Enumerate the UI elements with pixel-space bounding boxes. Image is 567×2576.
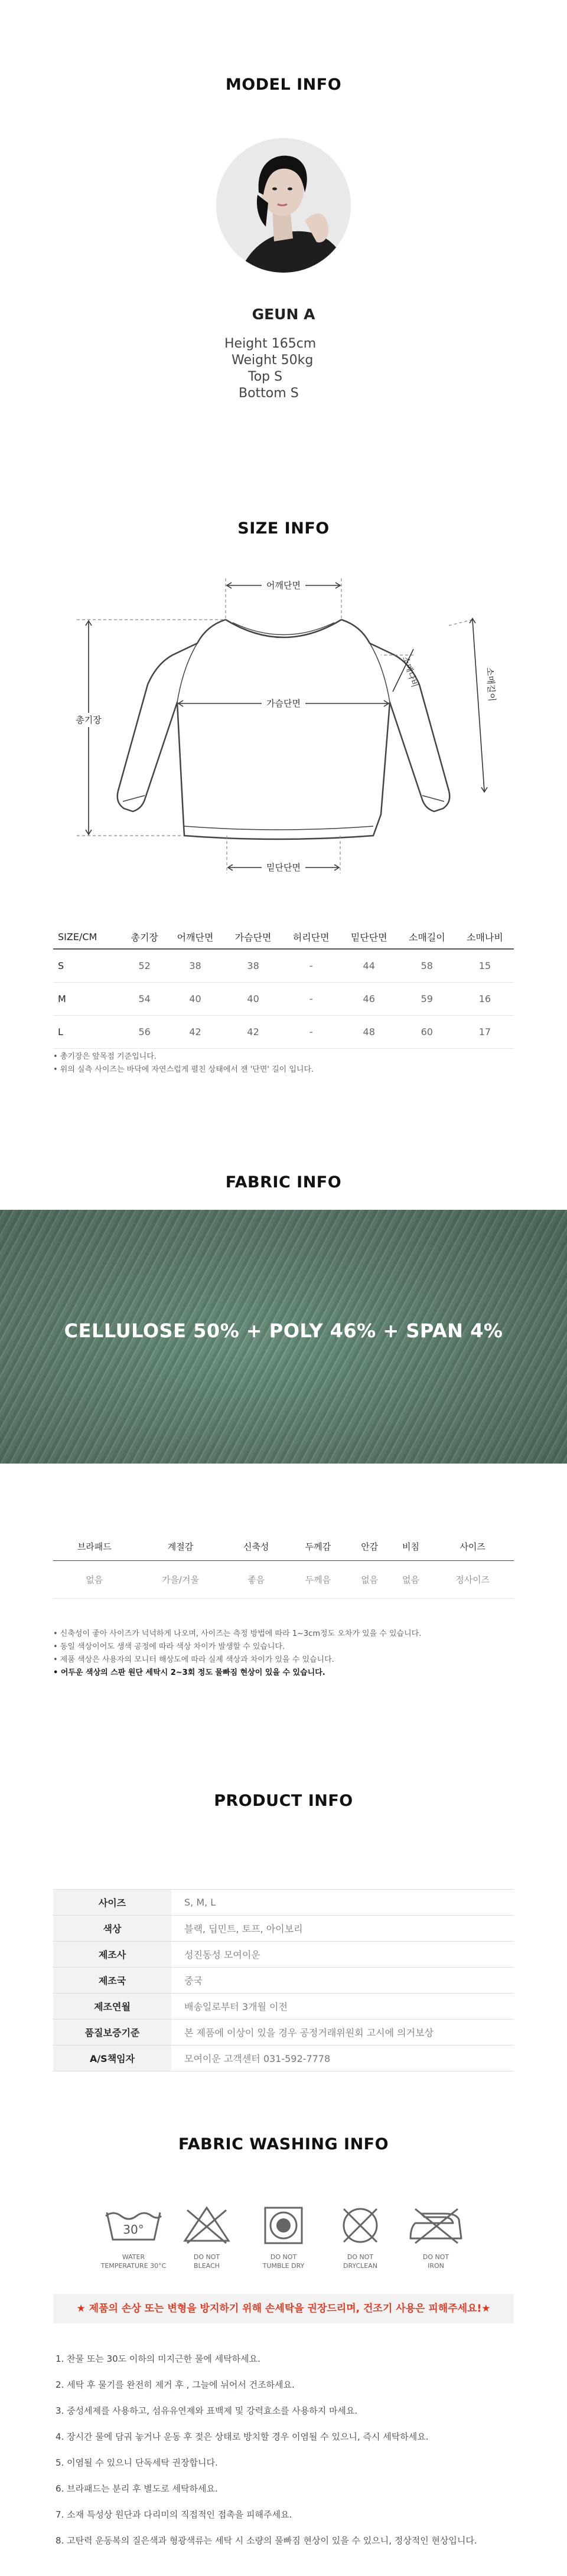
size-notes: [53, 1050, 514, 1076]
size-cell: 38: [189, 960, 201, 971]
wash-30-icon: [101, 2204, 166, 2246]
size-cell: L: [58, 1026, 63, 1037]
wash-label: [248, 2253, 319, 2270]
washing-info-title: FABRIC WASHING INFO: [178, 2135, 389, 2153]
no-dryclean-item: [325, 2204, 396, 2270]
product-row: [53, 1890, 514, 1916]
size-table-header-cell: 총기장: [123, 925, 167, 949]
product-row: [53, 1968, 514, 1994]
wash-label-line: DO NOT: [422, 2253, 449, 2261]
size-table-row: [53, 1015, 514, 1048]
size-cell: 58: [421, 960, 433, 971]
size-table-header: [53, 925, 514, 949]
product-label: 색상: [53, 1916, 171, 1942]
size-cell: 44: [363, 960, 375, 971]
fabric-note: • 신축성이 좋아 사이즈가 넉넉하게 나오며, 사이즈는 측정 방법에 따라 1~3cm정도 오차가 있을 수 있습니다.: [53, 1629, 422, 1638]
product-info-table: [53, 1889, 514, 2071]
size-table-header-cell: SIZE/CM: [53, 925, 123, 949]
product-value: 성진동성 모여이운: [184, 1949, 260, 1960]
washing-instruction: 3. 중성세제를 사용하고, 섬유유연제와 표백제 및 강력효소를 사용하지 마세요.: [56, 2405, 358, 2416]
fabric-note-warning: • 어두운 색상의 스판 원단 세탁시 2~3회 정도 물빠짐 현상이 있을 수 있습니다.: [53, 1668, 325, 1677]
size-cell: -: [309, 993, 313, 1004]
fabric-note: • 제품 색상은 사용자의 모니터 해상도에 따라 실제 색상과 차이가 있을 수 있습니다.: [53, 1655, 334, 1664]
fabric-info-title: FABRIC INFO: [225, 1173, 342, 1192]
size-note: • 위의 실측 사이즈는 바닥에 자연스럽게 펼친 상태에서 잰 '단면' 길이 입니다.: [53, 1065, 314, 1074]
label-shoulder: 어깨단면: [266, 580, 301, 591]
size-table-row: [53, 949, 514, 982]
product-row: [53, 2019, 514, 2045]
model-name: GEUN A: [252, 306, 315, 323]
fabric-composition: CELLULOSE 50% + POLY 46% + SPAN 4%: [64, 1320, 503, 1342]
size-table-header-cell: 밑단단면: [340, 925, 398, 949]
fabric-header-cell: 두께감: [287, 1533, 349, 1560]
size-info-title: SIZE INFO: [237, 519, 330, 538]
size-table-header-cell: 가슴단면: [224, 925, 282, 949]
product-label: 제조사: [53, 1942, 171, 1968]
no-bleach-item: [171, 2204, 242, 2270]
size-cell: S: [58, 960, 64, 971]
product-label: A/S책임자: [53, 2045, 171, 2071]
size-diagram: [0, 567, 567, 897]
no-iron-item: [400, 2204, 471, 2270]
no-dryclean-icon: [328, 2204, 393, 2246]
size-table-header-cell: 허리단면: [282, 925, 340, 949]
label-total-length: 총기장: [76, 715, 102, 725]
wash-label-line: IRON: [428, 2262, 444, 2270]
size-cell: 42: [247, 1026, 259, 1037]
size-table-row: [53, 982, 514, 1015]
wash-label-line: TUMBLE DRY: [262, 2262, 305, 2270]
wash-30-symbol: 30°: [123, 2223, 144, 2237]
model-avatar: [216, 138, 351, 273]
size-cell: 16: [478, 993, 491, 1004]
label-chest: 가슴단면: [266, 698, 301, 709]
washing-instruction: 5. 이염될 수 있으니 단독세탁 권장합니다.: [56, 2457, 218, 2468]
washing-instructions: [56, 2346, 522, 2554]
size-cell: 17: [478, 1026, 491, 1037]
no-iron-icon: [403, 2204, 468, 2246]
fabric-value-cell: 없음: [53, 1560, 136, 1598]
wash-label-line: DO NOT: [193, 2253, 220, 2261]
wash-30-item: [98, 2204, 169, 2270]
product-label: 제조국: [53, 1968, 171, 1994]
product-row: [53, 1916, 514, 1942]
wash-label: [400, 2253, 471, 2270]
size-note: • 총기장은 앞목점 기준입니다.: [53, 1052, 157, 1061]
product-label: 품질보증기준: [53, 2019, 171, 2045]
product-row: [53, 2045, 514, 2071]
model-top-size: Top S: [248, 369, 283, 384]
wash-label: [98, 2253, 169, 2270]
fabric-value-cell: 가을/겨울: [136, 1560, 226, 1598]
size-cell: 48: [363, 1026, 375, 1037]
fabric-notes: [53, 1628, 514, 1680]
no-tumble-dry-item: [248, 2204, 319, 2270]
fabric-header-cell: 안감: [349, 1533, 390, 1560]
product-value: 중국: [184, 1975, 203, 1986]
product-value: 모여이운 고객센터 031-592-7778: [184, 2053, 331, 2064]
wash-label-line: WATER: [122, 2253, 145, 2261]
wash-label: [171, 2253, 242, 2270]
fabric-header-cell: 사이즈: [431, 1533, 514, 1560]
product-value: 배송일로부터 3개월 이전: [184, 2001, 288, 2012]
fabric-table-header: [53, 1533, 514, 1560]
size-cell: M: [58, 993, 66, 1004]
product-label: 제조연월: [53, 1994, 171, 2019]
fabric-header-cell: 신축성: [225, 1533, 287, 1560]
fabric-header-cell: 브라패드: [53, 1533, 136, 1560]
washing-instruction: 2. 세탁 후 물기를 완전히 제거 후 , 그늘에 뉘어서 건조하세요.: [56, 2379, 295, 2390]
product-label: 사이즈: [53, 1890, 171, 1916]
product-row: [53, 1994, 514, 2019]
size-table-header-cell: 소매길이: [398, 925, 456, 949]
no-bleach-icon: [174, 2204, 239, 2246]
size-table-header-cell: 어깨단면: [166, 925, 224, 949]
model-height: Height 165cm: [224, 336, 317, 351]
fabric-attributes-table: [53, 1533, 514, 1599]
size-cell: -: [309, 960, 313, 971]
size-cell: -: [309, 1026, 313, 1037]
fabric-header-cell: 비침: [390, 1533, 432, 1560]
size-cell: 40: [189, 993, 201, 1004]
label-sleeve-width: 소매나비: [400, 655, 419, 689]
washing-instruction: 6. 브라패드는 분리 후 별도로 세탁하세요.: [56, 2483, 218, 2494]
wash-label-line: DO NOT: [270, 2253, 297, 2261]
product-value: 본 제품에 이상이 있을 경우 공정거래위원회 고시에 의거보상: [184, 2027, 434, 2038]
model-info-title: MODEL INFO: [225, 76, 342, 94]
fabric-value-cell: 정사이즈: [431, 1560, 514, 1598]
size-cell: 60: [421, 1026, 433, 1037]
fabric-value-cell: 좋음: [225, 1560, 287, 1598]
fabric-header-cell: 계절감: [136, 1533, 226, 1560]
size-cell: 40: [247, 993, 259, 1004]
size-cell: 59: [421, 993, 433, 1004]
product-value: 블랙, 딥민트, 토프, 아이보리: [184, 1923, 303, 1935]
wash-label-line: DO NOT: [347, 2253, 374, 2261]
model-weight: Weight 50kg: [232, 353, 314, 368]
washing-instruction: 4. 장시간 물에 담궈 놓거나 운동 후 젖은 상태로 방치할 경우 이염될 수 있으니, 즉시 세탁하세요.: [56, 2431, 429, 2442]
size-table-header-cell: 소매나비: [456, 925, 514, 949]
product-info-title: PRODUCT INFO: [214, 1792, 353, 1810]
wash-label-line: DRYCLEAN: [343, 2262, 378, 2270]
fabric-table-row: [53, 1560, 514, 1598]
label-sleeve-length: 소매길이: [484, 667, 497, 702]
fabric-value-cell: 없음: [349, 1560, 390, 1598]
size-cell: 54: [138, 993, 151, 1004]
wash-label-line: TEMPERATURE 30°C: [100, 2262, 167, 2270]
washing-instruction: 1. 찬물 또는 30도 이하의 미지근한 물에 세탁하세요.: [56, 2354, 260, 2364]
no-tumble-dry-icon: [251, 2204, 316, 2246]
size-table: [53, 925, 514, 1049]
size-cell: 56: [138, 1026, 151, 1037]
label-hem: 밑단단면: [266, 862, 301, 873]
model-bottom-size: Bottom S: [239, 386, 299, 401]
size-cell: 46: [363, 993, 375, 1004]
fabric-value-cell: 두께음: [287, 1560, 349, 1598]
product-value: S, M, L: [184, 1897, 216, 1908]
size-cell: 15: [478, 960, 491, 971]
fabric-value-cell: 없음: [390, 1560, 432, 1598]
washing-instruction: 7. 소재 특성상 원단과 다리미의 직접적인 접촉을 피해주세요.: [56, 2509, 292, 2520]
wash-label-line: BLEACH: [194, 2262, 220, 2270]
wash-label: [325, 2253, 396, 2270]
washing-warning-banner: ★ 제품의 손상 또는 변형을 방지하기 위해 손세탁을 권장드리며, 건조기 사용은 피해주세요!★: [53, 2294, 514, 2323]
size-cell: 38: [247, 960, 259, 971]
size-cell: 52: [138, 960, 151, 971]
washing-instruction: 8. 고탄력 운동복의 질은색과 형광색류는 세탁 시 소량의 물빠짐 현상이 있을 수 있으니, 정상적인 현상입니다.: [56, 2535, 477, 2546]
product-row: [53, 1942, 514, 1968]
fabric-note: • 동일 색상이어도 생색 공정에 따라 색상 차이가 발생할 수 있습니다.: [53, 1642, 285, 1651]
size-cell: 42: [189, 1026, 201, 1037]
model-measurements: [224, 336, 343, 402]
